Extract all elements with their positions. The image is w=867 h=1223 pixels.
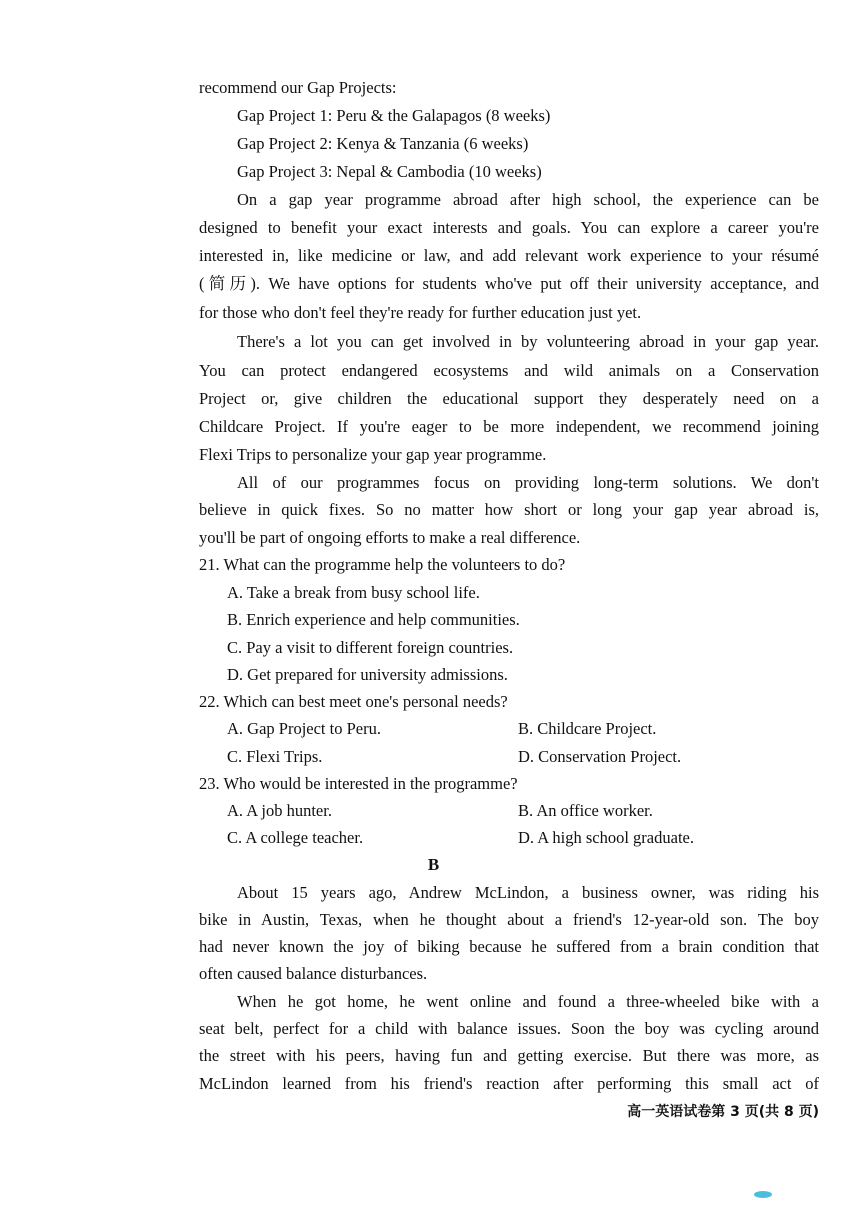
page-footer: 高一英语试卷第 3 页(共 8 页) <box>627 1104 819 1120</box>
para2-line: There's a lot you can get involved in by volunteering abroad in your gap year. <box>237 332 819 351</box>
para3-line: All of our programmes focus on providing long-term solutions. We don't <box>237 473 819 492</box>
para1-line: designed to benefit your exact interests and goals. You can explore a career you're <box>199 218 819 237</box>
question-22-option-d: D. Conservation Project. <box>518 747 682 766</box>
question-23-option-c: C. A college teacher. <box>227 828 364 847</box>
question-21-stem: 21. What can the programme help the volunteers to do? <box>199 555 566 574</box>
section-b-para1-line: bike in Austin, Texas, when he thought about a friend's 12-year-old son. The boy <box>199 910 819 929</box>
gap-project-1: Gap Project 1: Peru & the Galapagos (8 weeks) <box>237 106 551 125</box>
para3-line: believe in quick fixes. So no matter how short or long your gap year abroad is, <box>199 500 819 519</box>
para1-line: for those who don't feel they're ready for further education just yet. <box>199 303 642 322</box>
question-21-option-b: B. Enrich experience and help communities. <box>227 610 520 629</box>
para1-line: On a gap year programme abroad after high school, the experience can be <box>237 190 819 209</box>
question-23-option-b: B. An office worker. <box>518 801 653 820</box>
section-b-para1-line: had never known the joy of biking because he suffered from a brain condition that <box>199 937 819 956</box>
question-21-option-c: C. Pay a visit to different foreign countries. <box>227 638 514 657</box>
question-23-stem: 23. Who would be interested in the programme? <box>199 774 518 793</box>
para1-line: interested in, like medicine or law, and add relevant work experience to your résumé <box>199 246 819 265</box>
section-b-para2-line: the street with his peers, having fun and getting exercise. But there was more, as <box>199 1046 819 1065</box>
question-22-stem: 22. Which can best meet one's personal needs? <box>199 692 508 711</box>
question-23-option-d: D. A high school graduate. <box>518 828 694 847</box>
gap-project-2: Gap Project 2: Kenya & Tanzania (6 weeks) <box>237 134 529 153</box>
section-b-para2-line: When he got home, he went online and found a three-wheeled bike with a <box>237 992 819 1011</box>
para1-line: (简历). We have options for students who've put off their university acceptance, and <box>199 274 819 293</box>
question-22-option-c: C. Flexi Trips. <box>227 747 323 766</box>
section-b-para2-line: McLindon learned from his friend's reaction after performing this small act of <box>199 1074 819 1093</box>
section-b-para2-line: seat belt, perfect for a child with balance issues. Soon the boy was cycling around <box>199 1019 819 1038</box>
section-b-heading: B <box>427 855 440 874</box>
section-b-para1-line: often caused balance disturbances. <box>199 964 428 983</box>
question-22-option-a: A. Gap Project to Peru. <box>227 719 381 738</box>
gap-project-3: Gap Project 3: Nepal & Cambodia (10 weeks) <box>237 162 542 181</box>
para3-line: you'll be part of ongoing efforts to make a real difference. <box>199 528 581 547</box>
question-22-option-b: B. Childcare Project. <box>518 719 657 738</box>
question-21-option-a: A. Take a break from busy school life. <box>227 583 480 602</box>
para2-line: You can protect endangered ecosystems and wild animals on a Conservation <box>199 361 819 380</box>
section-b-para1-line: About 15 years ago, Andrew McLindon, a business owner, was riding his <box>237 883 819 902</box>
para2-line: Childcare Project. If you're eager to be more independent, we recommend joining <box>199 417 819 436</box>
question-23-option-a: A. A job hunter. <box>227 801 332 820</box>
question-21-option-d: D. Get prepared for university admissions. <box>227 665 508 684</box>
para2-line: Project or, give children the educational support they desperately need on a <box>199 389 819 408</box>
passage-intro: recommend our Gap Projects: <box>199 78 397 97</box>
ink-smudge <box>754 1191 772 1198</box>
para2-line: Flexi Trips to personalize your gap year programme. <box>199 445 547 464</box>
